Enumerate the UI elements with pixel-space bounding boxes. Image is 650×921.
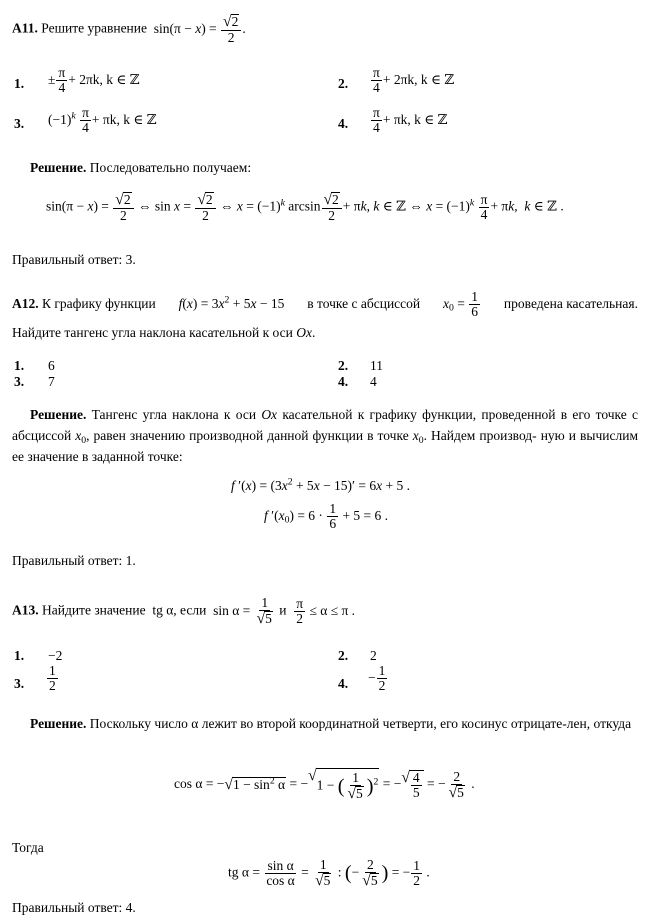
a13-text-3: и [279,602,287,618]
a13-option-3-number: 3. [14,676,25,691]
a11-option-2[interactable]: $\frac{\pi}{4}$ + 2πk, k ∈ ℤ [373,65,455,96]
a11-option-4-number: 4. [338,116,349,131]
a12-text-3: проведена касательная. [503,296,638,312]
a13-option-4-number: 4. [338,676,349,691]
a11-solution-label: Решение. [30,160,87,175]
a12-option-1-number: 1. [14,358,25,373]
a12-option-2-number: 2. [338,358,349,373]
a13-tg-derivation: tg α = $\frac{\text{sin α}}{\text{cos α}}$ = 1 √ 5 : (− 2 √ 5 ) = − $\frac{1}{2}$ . [228,857,430,890]
a11-answer: Правильный ответ: 3. [12,252,136,267]
a13-text-2: если [180,602,207,618]
a11-label: A11. [12,20,38,36]
a12-solution-label: Решение. [30,407,87,422]
a12-problem-line-1 [12,290,638,319]
a13-option-3[interactable]: $\frac{1}{2}$ [49,663,56,694]
a13-then: Тогда [12,840,44,855]
a11-solution-text: Последовательно получаем: [89,160,252,175]
a12-label: A12. [12,296,39,312]
a12-option-3-number: 3. [14,374,25,389]
a11-option-3[interactable]: $(-1)^k$ $\frac{\pi}{4}$ + πk, k ∈ ℤ [48,105,157,136]
a11-problem [12,14,246,45]
a13-option-4[interactable]: − $\frac{1}{2}$ [368,663,386,694]
a12-text-2: в точке с абсциссой [307,296,421,312]
a12-option-4[interactable]: 4 [370,374,377,389]
a11-equation: sin(π − x) = √ 2 2 . [150,13,246,45]
a13-option-1[interactable]: −2 [48,648,63,663]
a13-option-2-number: 2. [338,648,349,663]
a12-solution: Решение. Тангенс угла наклона к оси Ox касательной к графику функции, проведенной в его точке с абсциссой $x_0$, равен значению производной данной функции в точке $x_0$. Найдем производ- ную и вычислим ее значение в заданной точке: [12,407,639,464]
a11-option-3-number: 3. [14,116,25,131]
a12-answer: Правильный ответ: 1. [12,553,136,568]
a12-solution-text-4: , равен значению производной данной функции в точке [86,427,409,443]
a13-text-1: Найдите значение [42,602,146,618]
a12-problem-line-2: Найдите тангенс угла наклона касательной к оси Ox. [12,325,316,340]
a11-option-1-text: + 2πk, k ∈ ℤ [68,71,140,87]
a13-answer: Правильный ответ: 4. [12,900,136,915]
a12-option-3[interactable]: 7 [48,374,55,389]
a12-text-4: Найдите тангенс угла наклона касательной к оси [12,325,293,340]
a11-solution-equation: sin(π − x) = √ 2 2 ⇔ sin x = √ 2 2 ⇔ $x = (-1)^k$ arcsin √ 2 2 + πk, k ∈ ℤ ⇔ $x = (-1)^k$ $\frac{\pi}{4}$ + πk, k ∈ ℤ . [46,191,564,223]
a11-option-1[interactable]: ± $\frac{\pi}{4}$ + 2πk, k ∈ ℤ [48,65,140,96]
a12-option-4-number: 4. [338,374,349,389]
a13-option-2[interactable]: 2 [370,648,377,663]
a13-solution [12,714,638,735]
a11-option-4[interactable]: $\frac{\pi}{4}$ + πk, k ∈ ℤ [373,105,448,136]
a13-problem: A13. Найдите значение tg α, если sin α = 1 √ 5 и $\frac{\pi}{2}$ ≤ α ≤ π . [12,595,356,628]
a12-derivative-value: f $'(x_0) = 6$ · $\frac{1}{6}$ + 5 = 6 . [264,501,389,532]
a12-solution-text-5: . Найдем производ- [423,427,537,443]
a11-text: Решите уравнение [41,20,147,36]
a12-option-2[interactable]: 11 [370,358,383,373]
a13-label: A13. [12,602,39,618]
a12-text-1: К графику функции [42,296,156,312]
a11-option-4-text: + πk, k ∈ ℤ [382,111,448,127]
a13-solution-label: Решение. [30,716,87,731]
a11-option-3-text: + πk, k ∈ ℤ [91,111,157,127]
a12-option-1[interactable]: 6 [48,358,55,373]
a12-x0: $x_0$ = $\frac{1}{6}$ [443,289,479,320]
a13-cos-derivation: cos α = − √ $1 - \sin^2 \alpha$ = − √ 1 − ( 1 √ 5 )$^2$ = − √ $\frac{4}{5}$ = − 2 √ 5 . [174,767,475,803]
a13-range: $\frac{\pi}{2}$ ≤ α ≤ π . [296,595,356,626]
a12-solution-text-6: ную и вычислим ее значение в заданной точке: [12,427,638,464]
a12-derivative: f $'(x) = (3x^2 + 5x - 15)' = 6x + 5$ . [231,476,410,493]
a12-function: $f(x) = 3x^2 + 5x - 15$ [178,294,285,312]
a12-solution-text-1: Тангенс угла наклона к оси [91,407,257,422]
a11-option-2-number: 2. [338,76,349,91]
a12-solution-text-3: точке с абсциссой [12,407,639,443]
a11-solution-intro [30,160,251,177]
a13-solution-text: Поскольку число α лежит во второй координатной четверти, его косинус отрицате-лен, откуда [89,716,632,731]
a11-option-2-text: + 2πk, k ∈ ℤ [382,71,455,87]
a13-sin-condition: sin α = 1 √ 5 [209,595,272,628]
a12-solution-text-2: касательной к графику функции, проведенной в его [282,407,591,422]
a11-option-1-number: 1. [14,76,25,91]
a13-option-1-number: 1. [14,648,25,663]
